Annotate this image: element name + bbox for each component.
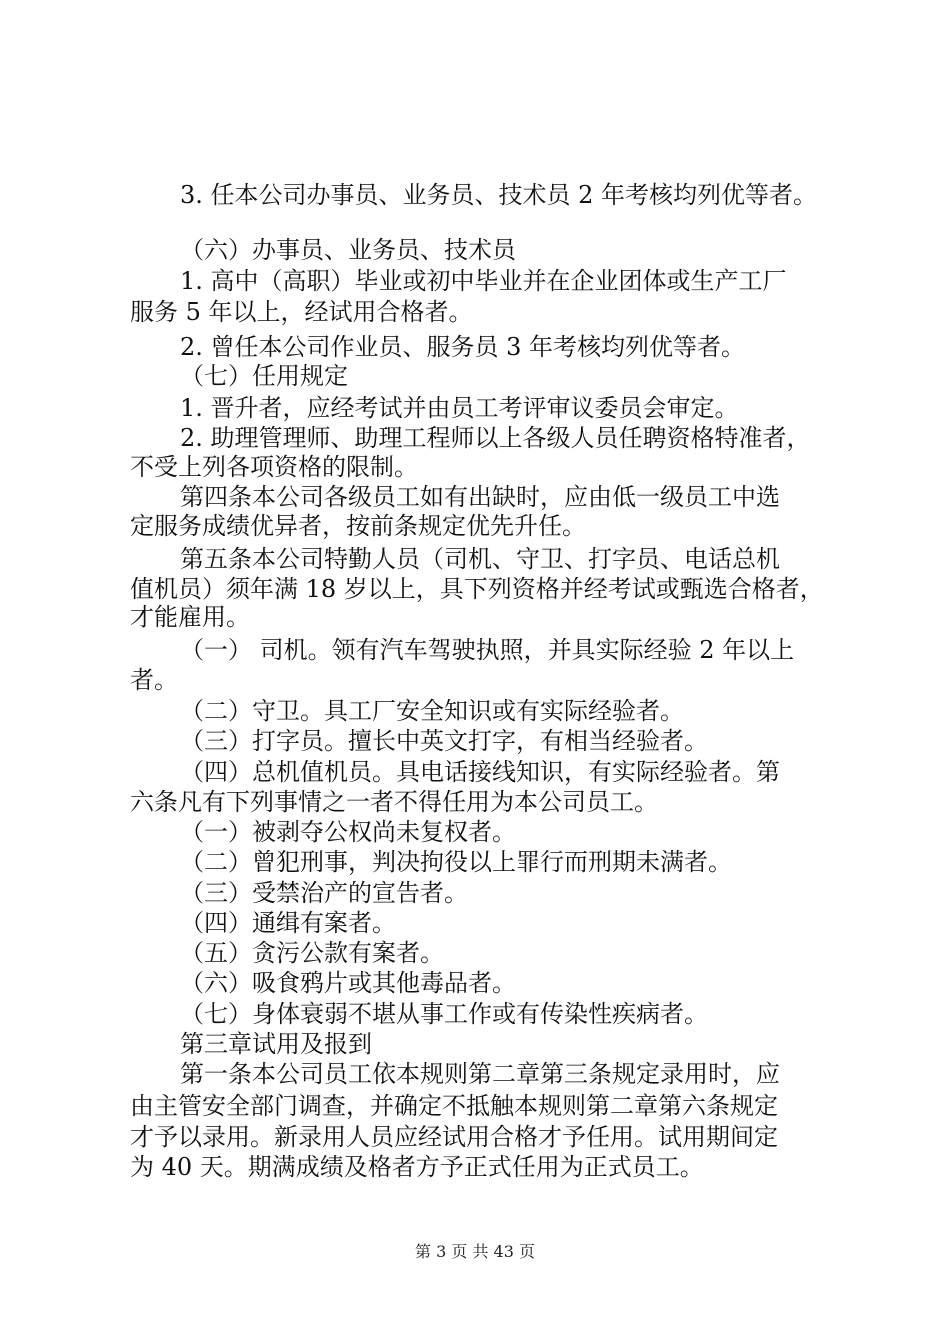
text-line: 由主管安全部门调查，并确定不抵触本规则第二章第六条规定 bbox=[130, 1092, 778, 1120]
text-line: （三）受禁治产的宣告者。 bbox=[180, 879, 468, 907]
text-line: 才予以录用。新录用人员应经试用合格才予任用。试用期间定 bbox=[130, 1123, 778, 1151]
text-line: （七）身体衰弱不堪从事工作或有传染性疾病者。 bbox=[180, 1000, 708, 1028]
text-line: 第一条本公司员工依本规则第二章第三条规定录用时，应 bbox=[180, 1060, 780, 1088]
text-line: （四）通缉有案者。 bbox=[180, 909, 396, 937]
text-line: 不受上列各项资格的限制。 bbox=[130, 453, 418, 481]
text-line: （七）任用规定 bbox=[180, 362, 348, 390]
text-line: 服务 5 年以上，经试用合格者。 bbox=[130, 298, 473, 326]
text-line: 者。 bbox=[130, 666, 178, 694]
text-line: （三）打字员。擅长中英文打字，有相当经验者。 bbox=[180, 727, 708, 755]
text-line: （一）被剥夺公权尚未复权者。 bbox=[180, 818, 516, 846]
text-line: 2. 助理管理师、助理工程师以上各级人员任聘资格特准者， bbox=[180, 424, 811, 452]
text-line: （二）守卫。具工厂安全知识或有实际经验者。 bbox=[180, 697, 684, 725]
text-line: 定服务成绩优异者，按前条规定优先升任。 bbox=[130, 512, 586, 540]
text-line: 2. 曾任本公司作业员、服务员 3 年考核均列优等者。 bbox=[180, 333, 746, 361]
text-line: 值机员）须年满 18 岁以上，具下列资格并经考试或甄选合格者， bbox=[130, 575, 824, 603]
text-line: （四）总机值机员。具电话接线知识，有实际经验者。第 bbox=[180, 758, 780, 786]
text-line: （五）贪污公款有案者。 bbox=[180, 939, 444, 967]
text-line: （六）办事员、业务员、技术员 bbox=[180, 236, 516, 264]
text-line: 六条凡有下列事情之一者不得任用为本公司员工。 bbox=[130, 788, 658, 816]
text-line: （二）曾犯刑事，判决拘役以上罪行而刑期未满者。 bbox=[180, 848, 732, 876]
text-line: 3. 任本公司办事员、业务员、技术员 2 年考核均列优等者。 bbox=[180, 181, 818, 209]
text-line: 第五条本公司特勤人员（司机、守卫、打字员、电话总机 bbox=[180, 545, 780, 573]
text-line: 第四条本公司各级员工如有出缺时，应由低一级员工中选 bbox=[180, 483, 780, 511]
text-line: 1. 晋升者，应经考试并由员工考评审议委员会审定。 bbox=[180, 394, 739, 422]
page-number: 第 3 页 共 43 页 bbox=[415, 1242, 535, 1261]
chapter-heading: 第三章试用及报到 bbox=[180, 1030, 372, 1058]
text-line: （一） 司机。领有汽车驾驶执照，并具实际经验 2 年以上 bbox=[180, 636, 795, 664]
text-line: （六）吸食鸦片或其他毒品者。 bbox=[180, 969, 516, 997]
text-line: 才能雇用。 bbox=[130, 603, 250, 631]
text-line: 为 40 天。期满成绩及格者方予正式任用为正式员工。 bbox=[130, 1153, 704, 1181]
text-line: 1. 高中（高职）毕业或初中毕业并在企业团体或生产工厂 bbox=[180, 267, 787, 295]
